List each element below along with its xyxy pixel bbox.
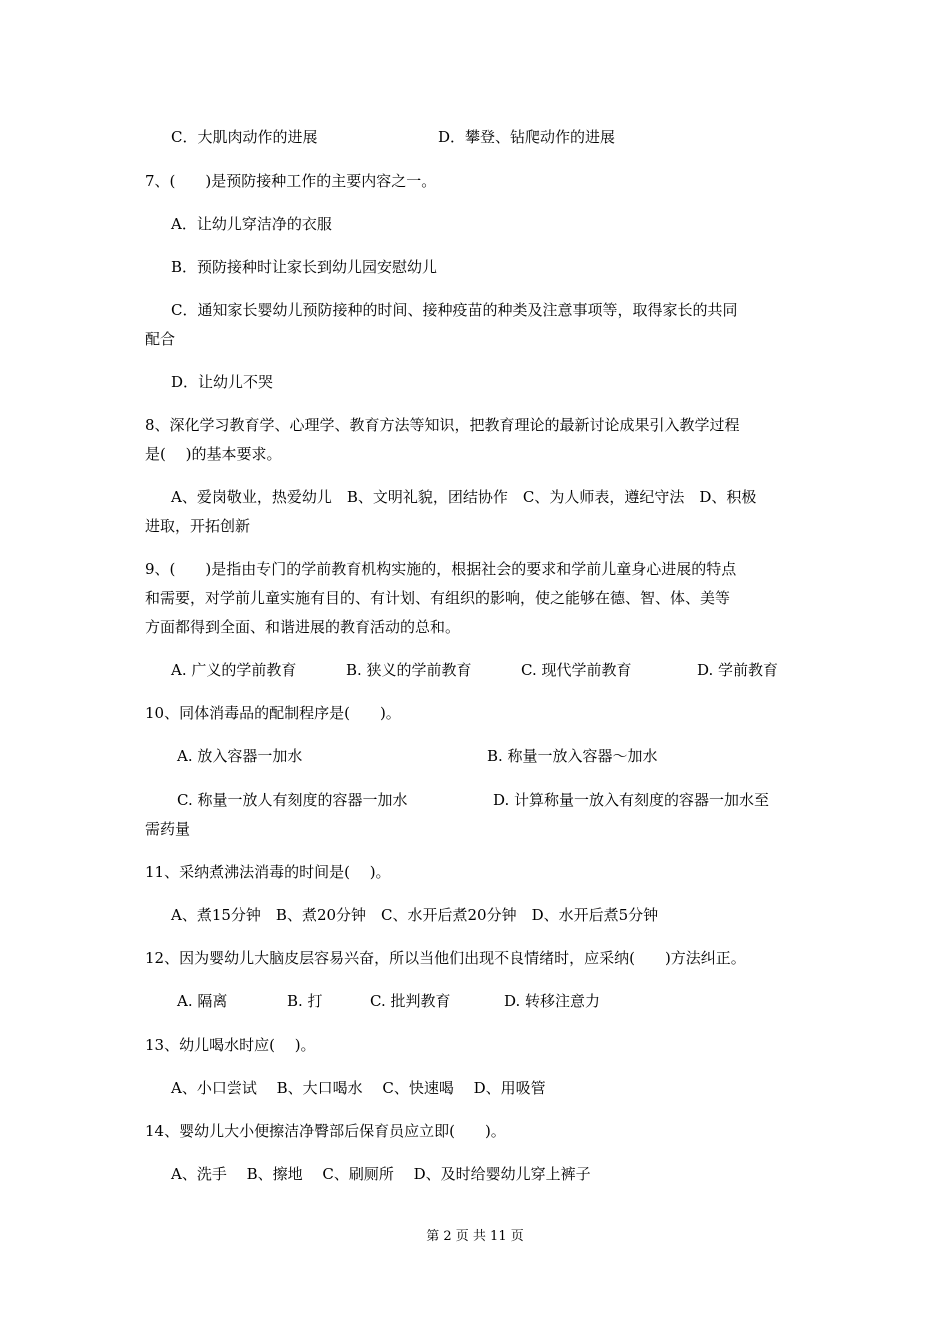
- question-9-line3: 方面都得到全面、和谐进展的教育活动的总和。: [145, 618, 461, 636]
- question-14: 14、婴幼儿大小便擦洁净臀部后保育员应立即( )。: [145, 1122, 506, 1140]
- q9-option-b: B. 狭义的学前教育: [346, 661, 472, 679]
- q7-option-b: B．预防接种时让家长到幼儿园安慰幼儿: [171, 258, 438, 276]
- option-c: C．大肌肉动作的进展: [171, 128, 318, 146]
- question-12: 12、因为婴幼儿大脑皮层容易兴奋，所以当他们出现不良情绪时，应采纳( )方法纠正。: [145, 949, 746, 967]
- q12-option-b: B. 打: [287, 992, 323, 1010]
- q9-option-a: A. 广义的学前教育: [171, 661, 297, 679]
- question-8-line2: 是( )的基本要求。: [145, 445, 282, 463]
- q13-options: A、小口尝试 B、大口喝水 C、快速喝 D、用吸管: [171, 1079, 546, 1097]
- q12-option-a: A. 隔离: [177, 992, 228, 1010]
- q7-option-d: D．让幼儿不哭: [171, 373, 274, 391]
- q8-options-line1: A、爱岗敬业，热爱幼儿 B、文明礼貌，团结协作 C、为人师表，遵纪守法 D、积极: [171, 488, 757, 506]
- q10-option-a: A. 放入容器一加水: [177, 747, 303, 765]
- question-9-line2: 和需要，对学前儿童实施有目的、有计划、有组织的影响，使之能够在德、智、体、美等: [145, 589, 731, 607]
- question-9-line1: 9、( )是指由专门的学前教育机构实施的，根据社会的要求和学前儿童身心进展的特点: [145, 560, 737, 578]
- q12-option-c: C. 批判教育: [370, 992, 451, 1010]
- q7-option-a: A．让幼儿穿洁净的衣服: [171, 215, 332, 233]
- q14-options: A、洗手 B、擦地 C、刷厕所 D、及时给婴幼儿穿上裤子: [171, 1165, 591, 1183]
- question-11: 11、采纳煮沸法消毒的时间是( )。: [145, 863, 391, 881]
- q7-option-c-line2: 配合: [145, 330, 176, 348]
- page-number-footer: 第 2 页 共 11 页: [426, 1229, 524, 1244]
- q9-option-c: C. 现代学前教育: [521, 661, 632, 679]
- q10-option-b: B. 称量一放入容器～加水: [487, 747, 658, 765]
- question-7: 7、( )是预防接种工作的主要内容之一。: [145, 172, 437, 190]
- q9-option-d: D. 学前教育: [697, 661, 779, 679]
- q10-option-c: C. 称量一放人有刻度的容器一加水: [177, 791, 408, 809]
- q11-options: A、煮15分钟 B、煮20分钟 C、水开后煮20分钟 D、水开后煮5分钟: [171, 906, 659, 924]
- q7-option-c-line1: C．通知家长婴幼儿预防接种的时间、接种疫苗的种类及注意事项等，取得家长的共同: [171, 301, 738, 319]
- q12-option-d: D. 转移注意力: [504, 992, 601, 1010]
- question-10: 10、同体消毒品的配制程序是( )。: [145, 704, 401, 722]
- option-d: D．攀登、钻爬动作的进展: [438, 128, 616, 146]
- q10-option-d-line2: 需药量: [145, 820, 191, 838]
- q10-option-d: D. 计算称量一放入有刻度的容器一加水至: [493, 791, 770, 809]
- question-8-line1: 8、深化学习教育学、心理学、教育方法等知识，把教育理论的最新讨论成果引入教学过程: [145, 416, 740, 434]
- question-13: 13、幼儿喝水时应( )。: [145, 1036, 316, 1054]
- q8-options-line2: 进取，开拓创新: [145, 517, 251, 535]
